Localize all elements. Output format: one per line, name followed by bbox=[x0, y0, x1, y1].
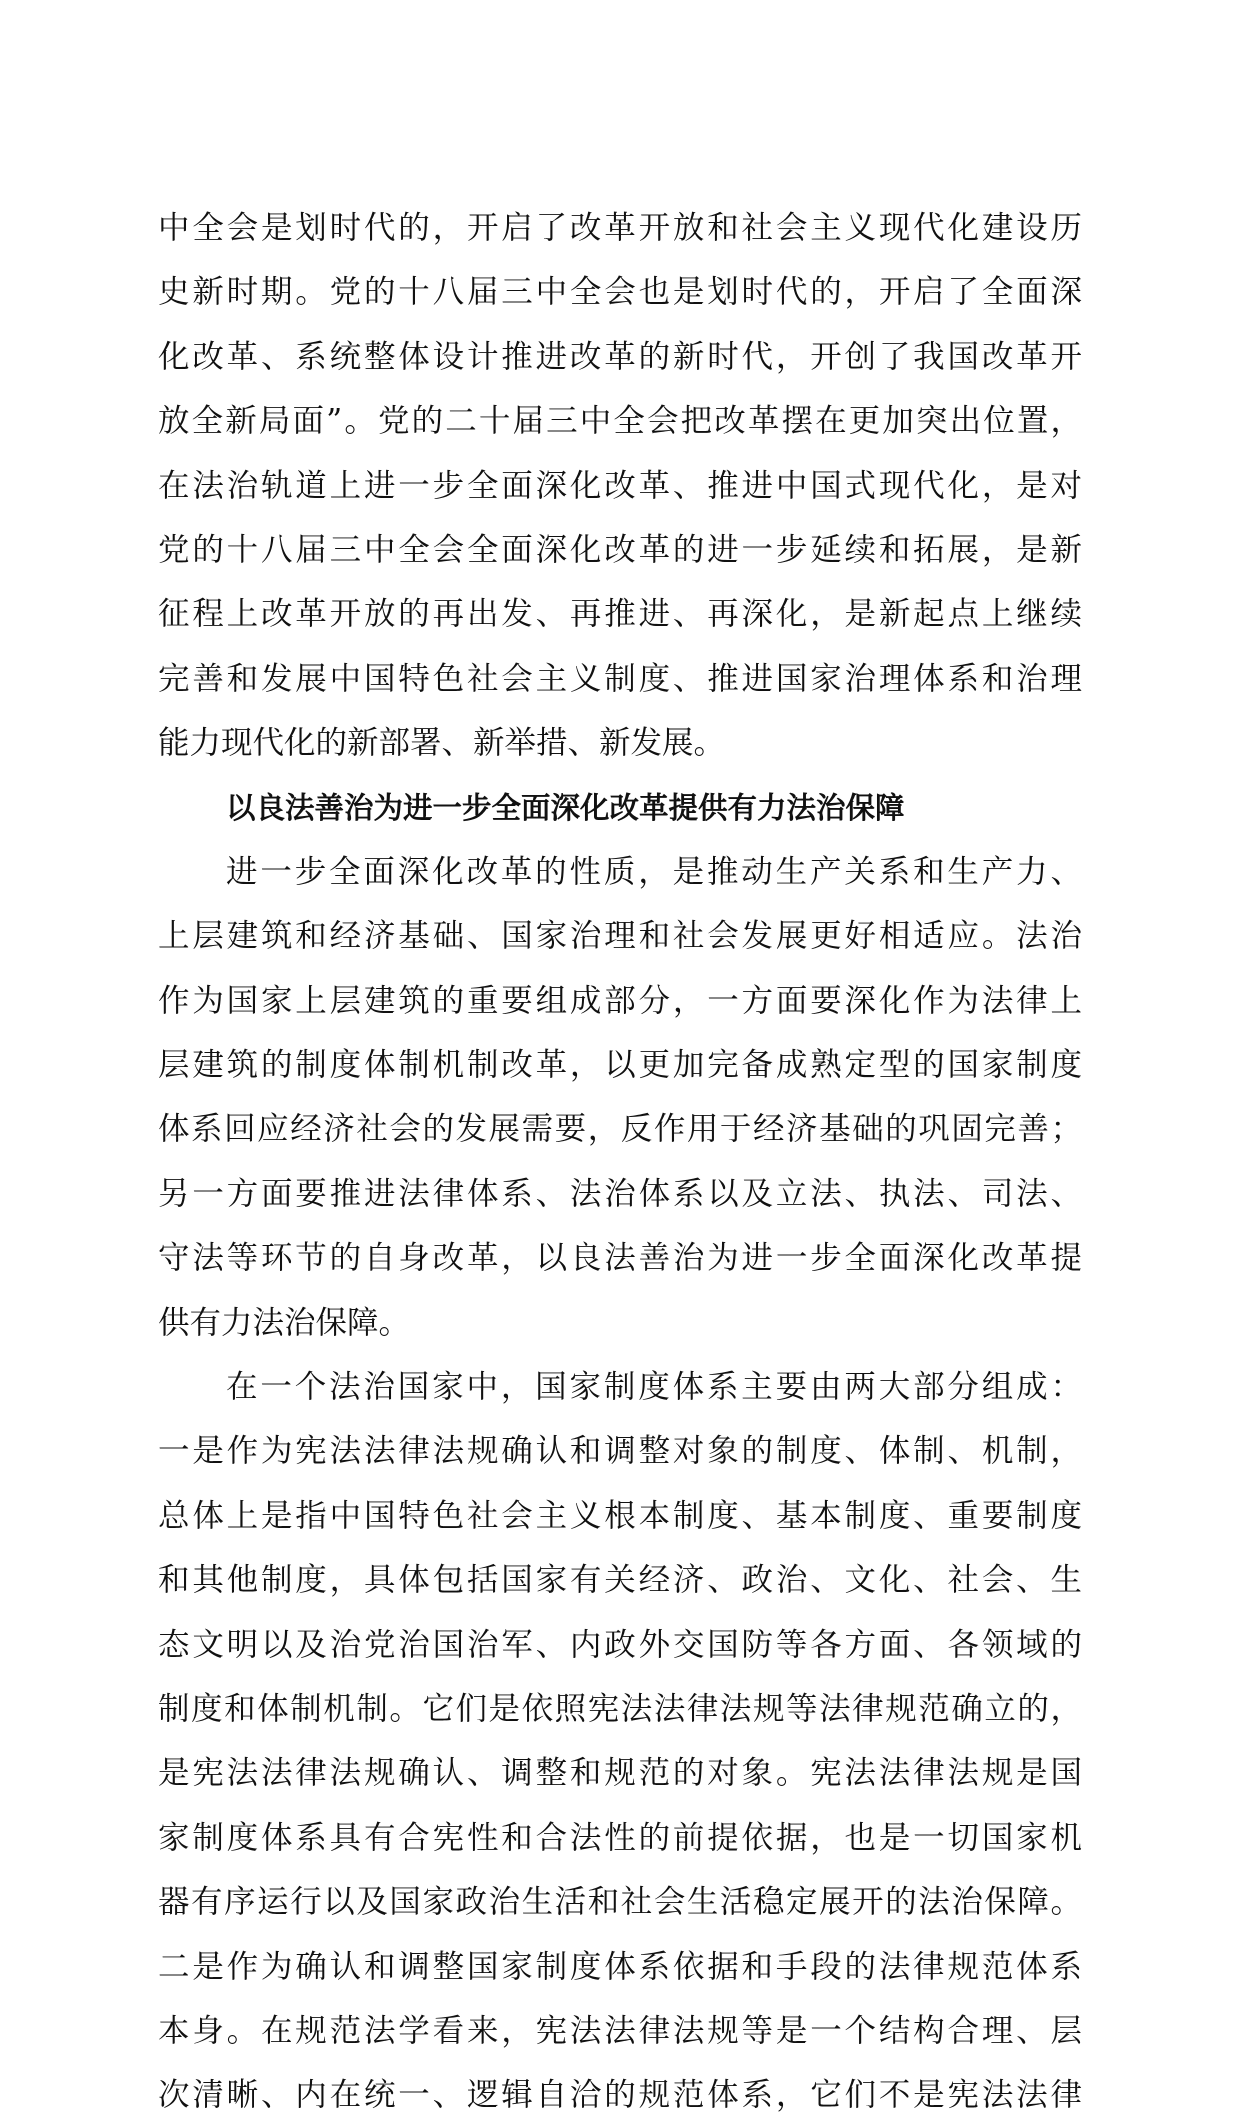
paragraph-line: 和其他制度，具体包括国家有关经济、政治、文化、社会、生 bbox=[158, 1562, 1082, 1599]
paragraph-line: 态文明以及治党治国治军、内政外交国防等各方面、各领域的 bbox=[158, 1626, 1082, 1663]
paragraph-line: 中全会是划时代的，开启了改革开放和社会主义现代化建设历 bbox=[158, 210, 1082, 246]
paragraph-line: 另一方面要推进法律体系、法治体系以及立法、执法、司法、 bbox=[158, 1175, 1082, 1212]
paragraph-line: 是宪法法律法规确认、调整和规范的对象。宪法法律法规是国 bbox=[158, 1755, 1082, 1792]
paragraph-line: 家制度体系具有合宪性和合法性的前提依据，也是一切国家机 bbox=[158, 1819, 1082, 1856]
paragraph-line: 次清晰、内在统一、逻辑自洽的规范体系，它们不是宪法法律 bbox=[158, 2077, 1082, 2114]
paragraph-line: 供有力法治保障。 bbox=[158, 1304, 411, 1341]
paragraph-line: 化改革、系统整体设计推进改革的新时代，开创了我国改革开 bbox=[158, 338, 1082, 375]
paragraph-line: 一是作为宪法法律法规确认和调整对象的制度、体制、机制， bbox=[158, 1433, 1082, 1470]
paragraph-line: 在法治轨道上进一步全面深化改革、推进中国式现代化，是对 bbox=[158, 467, 1082, 504]
body-text bbox=[158, 196, 1082, 2128]
paragraph-line: 作为国家上层建筑的重要组成部分，一方面要深化作为法律上 bbox=[158, 982, 1082, 1019]
paragraph-line: 在一个法治国家中，国家制度体系主要由两大部分组成： bbox=[226, 1369, 1082, 1406]
paragraph-line: 体系回应经济社会的发展需要，反作用于经济基础的巩固完善； bbox=[158, 1111, 1082, 1148]
paragraph-line: 本身。在规范法学看来，宪法法律法规等是一个结构合理、层 bbox=[158, 2012, 1082, 2049]
paragraph-line: 总体上是指中国特色社会主义根本制度、基本制度、重要制度 bbox=[158, 1497, 1082, 1534]
paragraph-line: 上层建筑和经济基础、国家治理和社会发展更好相适应。法治 bbox=[158, 918, 1082, 955]
paragraph-line: 守法等环节的自身改革，以良法善治为进一步全面深化改革提 bbox=[158, 1240, 1082, 1277]
paragraph-line: 二是作为确认和调整国家制度体系依据和手段的法律规范体系 bbox=[158, 1948, 1082, 1985]
paragraph-line: 器有序运行以及国家政治生活和社会生活稳定展开的法治保障。 bbox=[158, 1884, 1082, 1921]
paragraph-line: 放全新局面”。党的二十届三中全会把改革摆在更加突出位置， bbox=[158, 403, 1082, 440]
paragraph-line: 党的十八届三中全会全面深化改革的进一步延续和拓展，是新 bbox=[158, 531, 1082, 568]
paragraph-line: 征程上改革开放的再出发、再推进、再深化，是新起点上继续 bbox=[158, 596, 1082, 633]
paragraph-line: 进一步全面深化改革的性质，是推动生产关系和生产力、 bbox=[226, 853, 1082, 890]
paragraph-line: 制度和体制机制。它们是依照宪法法律法规等法律规范确立的， bbox=[158, 1690, 1082, 1727]
paragraph-line: 能力现代化的新部署、新举措、新发展。 bbox=[158, 725, 726, 762]
section-heading: 以良法善治为进一步全面深化改革提供有力法治保障 bbox=[226, 790, 905, 825]
paragraph-line: 层建筑的制度体制机制改革，以更加完备成熟定型的国家制度 bbox=[158, 1047, 1082, 1084]
paragraph-line: 史新时期。党的十八届三中全会也是划时代的，开启了全面深 bbox=[158, 274, 1082, 311]
paragraph-line: 完善和发展中国特色社会主义制度、推进国家治理体系和治理 bbox=[158, 660, 1082, 697]
